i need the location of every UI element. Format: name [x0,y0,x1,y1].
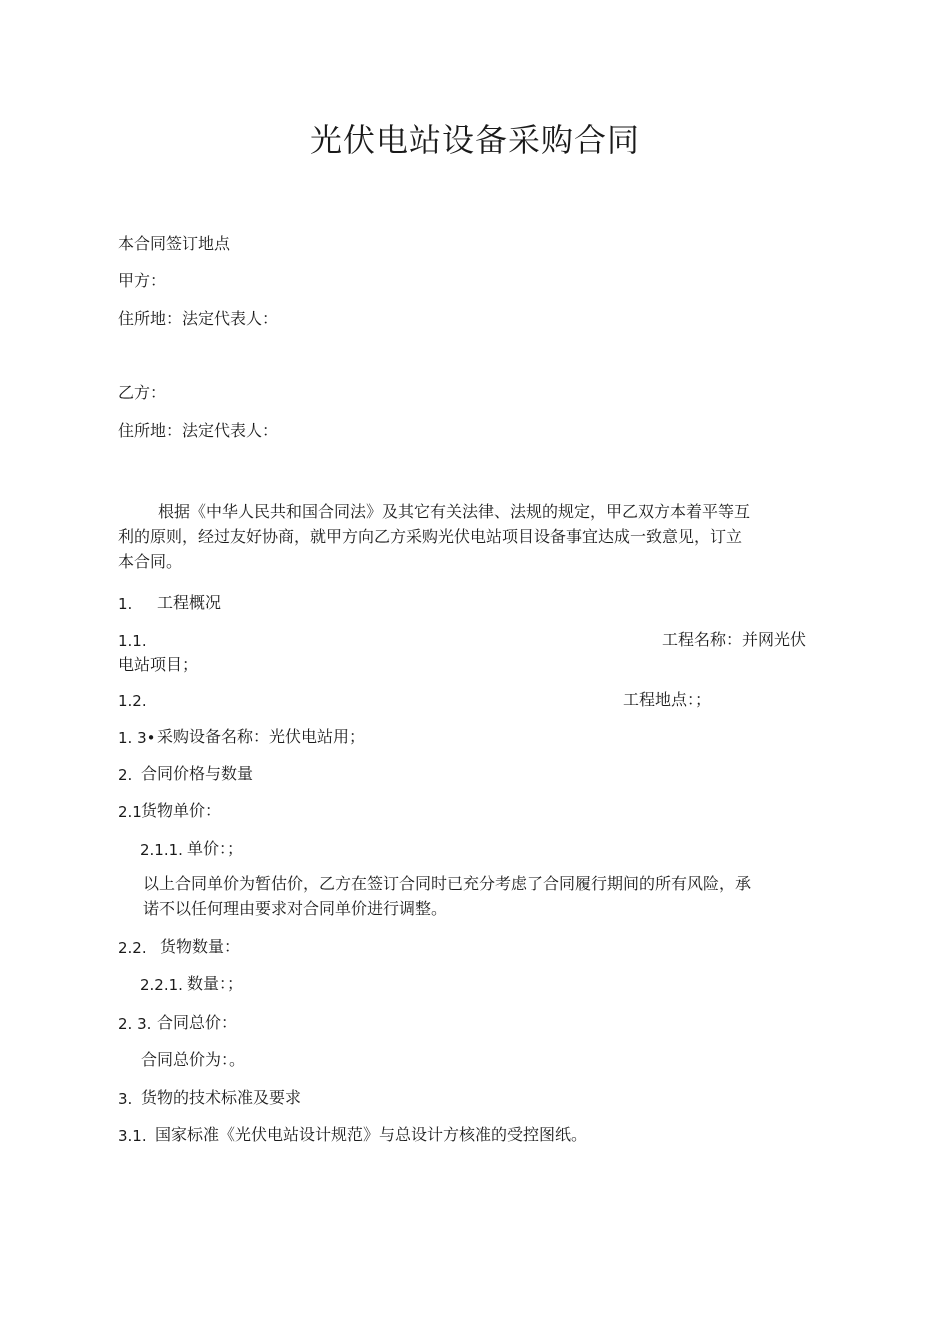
section-1-3-number: 1. 3• [118,729,156,747]
party-b-address: 住所地：法定代表人： [118,421,279,440]
party-b-label: 乙方： [118,383,167,402]
section-1-2-number: 1.2. [118,692,147,710]
section-2-1-note-line-1: 以上合同单价为暂估价，乙方在签订合同时已充分考虑了合同履行期间的所有风险，承 [143,874,752,893]
section-2-3-number: 2. 3. [118,1015,152,1033]
section-2-1-note-line-2: 诺不以任何理由要求对合同单价进行调整。 [143,899,448,918]
section-2-number: 2. [118,766,133,784]
section-3-number: 3. [118,1090,133,1108]
preamble-line-3: 本合同。 [118,552,183,571]
section-1-heading: 工程概况 [157,593,222,612]
section-2-2-1-number: 2.2.1. [140,976,183,994]
section-2-1-number: 2.1 [118,803,142,821]
section-2-3-note: 合同总价为：。 [141,1050,246,1069]
section-1-3-text: 采购设备名称：光伏电站用； [157,727,366,746]
section-3-1-number: 3.1. [118,1127,147,1145]
party-a-label: 甲方： [118,271,167,290]
section-2-1-heading: 货物单价： [141,801,222,820]
section-2-heading: 合同价格与数量 [141,764,254,783]
preamble-line-1: 根据《中华人民共和国合同法》及其它有关法律、法规的规定，甲乙双方本着平等互 [158,502,751,521]
section-1-2-text: 工程地点：； [623,690,712,709]
preamble-line-2: 利的原则，经过友好协商，就甲方向乙方采购光伏电站项目设备事宜达成一致意见，订立 [118,527,743,546]
document-title: 光伏电站设备采购合同 [309,121,640,159]
section-1-1-text: 工程名称：并网光伏 [662,630,807,649]
section-1-number: 1. [118,595,133,613]
section-3-1-text: 国家标准《光伏电站设计规范》与总设计方核准的受控图纸。 [155,1125,588,1144]
signing-place: 本合同签订地点 [118,234,231,253]
section-2-3-heading: 合同总价： [157,1013,238,1032]
section-2-2-number: 2.2. [118,939,147,957]
section-2-2-1-text: 数量：； [187,974,244,993]
section-3-heading: 货物的技术标准及要求 [141,1088,302,1107]
section-2-2-heading: 货物数量： [160,937,241,956]
section-1-1-continuation: 电站项目； [118,655,199,674]
party-a-address: 住所地：法定代表人： [118,309,279,328]
section-2-1-1-number: 2.1.1. [140,841,183,859]
section-1-1-number: 1.1. [118,632,147,650]
section-2-1-1-text: 单价：； [187,839,244,858]
